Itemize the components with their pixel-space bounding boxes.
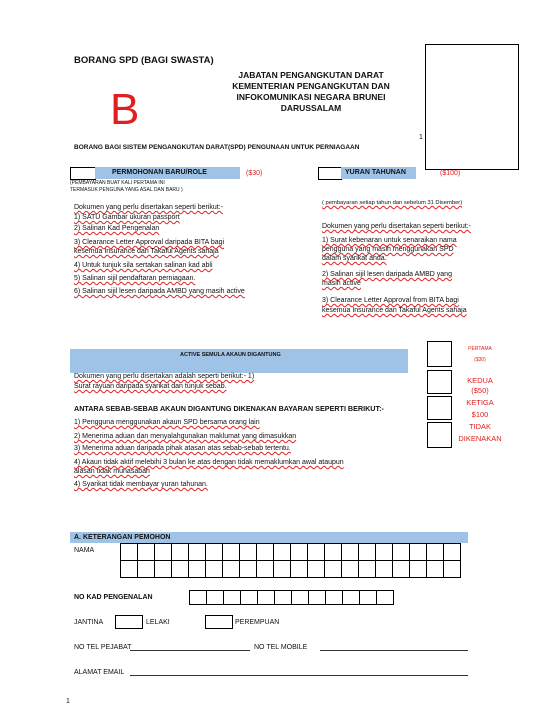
- suspension-reason: 4) Akaun tidak aktif melebihi 3 bulan ke atas dengan tidak memaklumkan awal ataupun: [74, 459, 344, 466]
- char-cell[interactable]: [341, 543, 359, 561]
- fee-checkbox-kedua[interactable]: [427, 370, 452, 394]
- char-cell[interactable]: [392, 543, 410, 561]
- char-cell[interactable]: [137, 560, 155, 578]
- char-cell[interactable]: [137, 543, 155, 561]
- suspension-reason: alasan tidak munasabah: [74, 468, 150, 475]
- yuran-item: dalam syarikat anda.: [322, 255, 387, 262]
- char-cell[interactable]: [188, 560, 206, 578]
- char-cell[interactable]: [359, 590, 377, 605]
- char-cell[interactable]: [375, 560, 393, 578]
- nama-label: NAMA: [74, 547, 95, 554]
- permohonan-item: kesemua Insurance dan Takaful Agents sahaja: [74, 248, 219, 255]
- fee-kedua-label: KEDUA: [467, 376, 493, 385]
- permohonan-item: 4) Untuk tunjuk sila sertakan salinan kad abli: [74, 262, 213, 269]
- permohonan-item: 3) Clearance Letter Approval daripada BITA bagi: [74, 239, 225, 246]
- fee-ketiga-label: KETIGA: [466, 398, 494, 407]
- char-cell[interactable]: [120, 560, 138, 578]
- suspension-heading: ANTARA SEBAB-SEBAB AKAUN DIGANTUNG DIKENAKAN BAYARAN SEPERTI BERIKUT:-: [74, 404, 384, 413]
- char-cell[interactable]: [443, 543, 461, 561]
- permohonan-note-2: TERMASUK PENGUNA YANG ASAL DAN BARU ): [70, 187, 183, 193]
- char-cell[interactable]: [239, 560, 257, 578]
- char-cell[interactable]: [392, 560, 410, 578]
- tel-mobile-line[interactable]: [320, 650, 468, 651]
- permohonan-item: 5) Salinan sijil pendaftaran perniagaan.: [74, 275, 196, 282]
- yuran-item: kesemua Insurance dan Takaful Agents sahaja: [322, 307, 467, 314]
- yuran-note: ( pembayaran setiap tahun dan sebelum 31 Disember): [322, 200, 463, 206]
- char-cell[interactable]: [239, 543, 257, 561]
- char-cell[interactable]: [240, 590, 258, 605]
- char-cell[interactable]: [120, 543, 138, 561]
- form-title: BORANG SPD (BAGI SWASTA): [74, 55, 214, 66]
- permohonan-item: 1) SATU Gambar ukuran passport: [74, 214, 180, 221]
- char-cell[interactable]: [154, 543, 172, 561]
- permohonan-note-1: (PEMBAYARAN BUAT KALI PERTAMA INI: [70, 180, 165, 186]
- dept-line-4: DARUSSALAM: [280, 103, 342, 113]
- char-cell[interactable]: [188, 543, 206, 561]
- yuran-item: 3) Clearance Letter Approval from BITA bagi: [322, 297, 459, 304]
- suspension-reason: 2) Menerima aduan dan menyalahgunakan maklumat yang dimasukkan: [74, 433, 297, 440]
- yuran-item: masih active: [322, 280, 361, 287]
- form-letter: B: [110, 85, 140, 134]
- char-cell[interactable]: [256, 560, 274, 578]
- form-subtitle: BORANG BAGI SISTEM PENGANGKUTAN DARAT(SPD) PENGUNAAN UNTUK PERNIAGAAN: [74, 144, 360, 151]
- fee-pertama-label: PERTAMA: [468, 346, 492, 352]
- char-cell[interactable]: [222, 560, 240, 578]
- active-semula-docs-1: Dokumen yang perlu disertakan adalah seperti berikut:- 1): [74, 373, 255, 380]
- fee-checkbox-ketiga[interactable]: [427, 396, 452, 420]
- perempuan-label: PEREMPUAN: [235, 619, 280, 626]
- fee-checkbox-tidak[interactable]: [427, 422, 452, 448]
- char-cell[interactable]: [325, 590, 343, 605]
- fee-ketiga-amount: $100: [471, 410, 489, 419]
- permohonan-docs-intro: Dokumen yang perlu disertakan seperti berikut:-: [74, 204, 224, 211]
- ic-cells[interactable]: [189, 590, 393, 605]
- fee-dikenakan-label: DIKENAKAN: [458, 434, 502, 443]
- tel-mobile-label: NO TEL MOBILE: [254, 644, 308, 651]
- active-semula-label: ACTIVE SEMULA AKAUN DIGANTUNG: [180, 352, 281, 358]
- char-cell[interactable]: [223, 590, 241, 605]
- char-cell[interactable]: [171, 560, 189, 578]
- yuran-item: 2) Salinan sijil lesen daripada AMBD yang: [322, 271, 452, 278]
- char-cell[interactable]: [257, 590, 275, 605]
- yuran-label: YURAN TAHUNAN: [345, 169, 406, 176]
- lelaki-checkbox[interactable]: [115, 615, 143, 629]
- email-line[interactable]: [130, 675, 468, 676]
- char-cell[interactable]: [273, 543, 291, 561]
- lelaki-label: LELAKI: [146, 619, 170, 626]
- char-cell[interactable]: [307, 543, 325, 561]
- nama-cells-row-1[interactable]: [120, 543, 460, 561]
- yuran-fee: ($100): [440, 170, 461, 177]
- char-cell[interactable]: [205, 543, 223, 561]
- char-cell[interactable]: [341, 560, 359, 578]
- char-cell[interactable]: [375, 543, 393, 561]
- department-heading: [216, 70, 406, 114]
- perempuan-checkbox[interactable]: [205, 615, 233, 629]
- tel-pejabat-line[interactable]: [130, 650, 250, 651]
- yuran-checkbox[interactable]: [318, 167, 342, 180]
- char-cell[interactable]: [324, 543, 342, 561]
- fee-checkbox-pertama[interactable]: [427, 341, 452, 367]
- char-cell[interactable]: [154, 560, 172, 578]
- char-cell[interactable]: [290, 543, 308, 561]
- char-cell[interactable]: [291, 590, 309, 605]
- char-cell[interactable]: [290, 560, 308, 578]
- yuran-docs-intro: Dokumen yang perlu disertakan seperti berikut:-: [322, 223, 472, 230]
- photo-box[interactable]: [425, 44, 519, 170]
- pemohon-section-label: A. KETERANGAN PEMOHON: [74, 534, 171, 541]
- ic-label: NO KAD PENGENALAN: [74, 594, 153, 601]
- char-cell[interactable]: [189, 590, 207, 605]
- suspension-reason: 1) Pengguna menggunakan akaun SPD bersama orang lain: [74, 419, 260, 426]
- dept-line-1: JABATAN PENGANGKUTAN DARAT: [238, 70, 384, 80]
- char-cell[interactable]: [409, 560, 427, 578]
- active-semula-docs-2: Surat rayuan daripada syarikat dan tunjuk sebab.: [74, 383, 227, 390]
- email-label: ALAMAT EMAIL: [74, 669, 125, 676]
- page-number: 1: [66, 698, 70, 705]
- photo-box-number: 1: [419, 134, 423, 141]
- char-cell[interactable]: [443, 560, 461, 578]
- char-cell[interactable]: [222, 543, 240, 561]
- char-cell[interactable]: [324, 560, 342, 578]
- char-cell[interactable]: [308, 590, 326, 605]
- dept-line-2: KEMENTERIAN PENGANGKUTAN DAN: [232, 81, 390, 91]
- char-cell[interactable]: [274, 590, 292, 605]
- char-cell[interactable]: [376, 590, 394, 605]
- char-cell[interactable]: [273, 560, 291, 578]
- permohonan-checkbox[interactable]: [70, 167, 96, 180]
- fee-tidak-label: TIDAK: [468, 422, 492, 431]
- char-cell[interactable]: [409, 543, 427, 561]
- char-cell[interactable]: [358, 543, 376, 561]
- char-cell[interactable]: [426, 560, 444, 578]
- char-cell[interactable]: [426, 543, 444, 561]
- permohonan-item: 6) Salinan sijil lesen daripada AMBD yang masih active: [74, 288, 245, 295]
- char-cell[interactable]: [256, 543, 274, 561]
- char-cell[interactable]: [358, 560, 376, 578]
- permohonan-fee: ($30): [246, 170, 263, 177]
- char-cell[interactable]: [171, 543, 189, 561]
- char-cell[interactable]: [206, 590, 224, 605]
- fee-pertama-amount: ($30): [474, 357, 486, 363]
- yuran-item: 1) Surat kebenaran untuk senaraikan nama: [322, 237, 457, 244]
- suspension-reason: 4) Syarikat tidak membayar yuran tahunan.: [74, 481, 208, 488]
- nama-cells-row-2[interactable]: [120, 560, 460, 578]
- yuran-item: pengguna yang masih menggunakan SPD: [322, 246, 454, 253]
- jantina-label: JANTINA: [74, 619, 104, 626]
- suspension-reason: 3) Menerima aduan daripada pihak atasan atas sebab-sebab tertentu.: [74, 445, 291, 452]
- char-cell[interactable]: [307, 560, 325, 578]
- permohonan-item: 2) Salinan Kad Pengenalan: [74, 225, 160, 232]
- char-cell[interactable]: [205, 560, 223, 578]
- tel-pejabat-label: NO TEL PEJABAT: [74, 644, 132, 651]
- dept-line-3: INFOKOMUNIKASI NEGARA BRUNEI: [236, 92, 386, 102]
- permohonan-label: PERMOHONAN BARU/ROLE: [112, 169, 207, 176]
- fee-kedua-amount: ($50): [471, 386, 489, 395]
- char-cell[interactable]: [342, 590, 360, 605]
